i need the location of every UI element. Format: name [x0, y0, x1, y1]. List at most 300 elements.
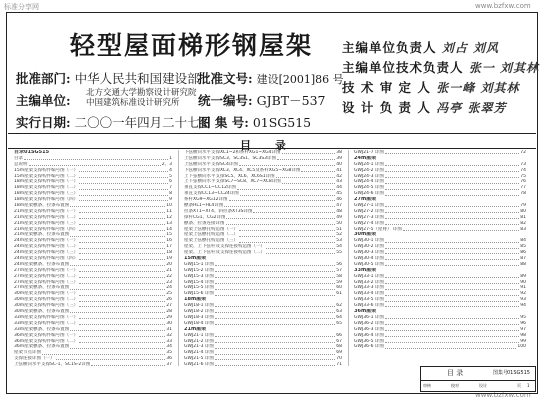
toc-entry-page: 83 [520, 226, 526, 232]
toc-leader [79, 197, 168, 201]
toc-entry-title: 下弦横向水平支撑XC3、XC4、XC5及系杆XG5~XG8详图 [184, 167, 301, 173]
toc-leader [385, 191, 519, 195]
toc-entry-title: 18m屋架支撑构件编号图（二） [14, 185, 79, 191]
toc-entry-title: 下弦横向水平支撑XC1~2和系杆XG1~XG4详图 [184, 150, 281, 155]
toc-entry-title: 支撑连接详图（一） [14, 356, 55, 362]
toc-leader [79, 333, 165, 337]
toc-leader [79, 174, 168, 178]
atlas-number [198, 113, 311, 131]
toc-entry-title: 18m屋架 [184, 297, 207, 303]
toc-entry-title: 18m屋架支撑构件编号图（三） [14, 191, 79, 197]
toc-entry-title: GWJ21-7 详图 [354, 150, 384, 155]
date-value: 二〇〇一年四月二十七日 [74, 115, 213, 130]
toc-entry-title: 36m屋架 [354, 309, 377, 315]
toc-entry-title: GWJ36-5 详图 [354, 338, 384, 344]
toc-entry-title: GWJ30-2 详图 [354, 244, 384, 250]
toc-leader [385, 262, 519, 266]
toc-entry-title: GWJ21-4 详图 [184, 350, 214, 356]
toc-entry-title: GWJ36-6 详图 [354, 344, 384, 350]
toc-entry-page: 93 [520, 297, 526, 303]
page-label: 页 [517, 383, 521, 388]
toc-entry-page: 58 [336, 273, 342, 279]
role-label: 设 计 负 责 人 [342, 100, 431, 115]
watermark-bottom-right: www.bzfxw.com [475, 391, 531, 399]
toc-leader [229, 197, 336, 201]
toc-leader [385, 221, 519, 225]
toc-entry-title: 21m屋架支撑构件编号图（四） [14, 226, 79, 232]
toc-entry-page: 43 [336, 179, 342, 185]
toc-entry-title: 垂直支撑CC13~CC24详图 [184, 191, 239, 197]
toc-entry-page: 7 [169, 185, 172, 191]
toc-entry-page: 47 [336, 203, 342, 209]
toc-entry-title: GWJ33-1 详图 [354, 273, 384, 279]
toc-entry-title: GWJ30-4 详图 [354, 256, 384, 262]
toc-entry-page: 98 [520, 332, 526, 338]
toc-leader [215, 303, 335, 307]
toc-leader [79, 280, 165, 284]
toc-leader [79, 256, 165, 260]
toc-entry-title: 24m屋架支撑构件编号图（四） [14, 256, 79, 262]
toc-entry-page: 19 [166, 256, 172, 262]
toc-entry-page: 75 [520, 173, 526, 179]
role-chief-tech [342, 58, 539, 76]
toc-leader [79, 250, 165, 254]
toc-leader [79, 339, 165, 343]
toc-entry-page: 50 [336, 220, 342, 226]
toc-leader [215, 356, 335, 360]
toc-leader [42, 350, 165, 354]
watermark-left: 标准分享网 [4, 3, 39, 11]
editor-unit-1: 北方交通大学勘察设计研究院 [86, 88, 197, 98]
toc-entry [14, 362, 172, 368]
toc-entry-title: GWJ33-6 详图 [354, 303, 384, 309]
unified-value: GJBT－537 [256, 93, 326, 108]
toc-entry-page: 27 [166, 303, 172, 309]
toc-entry-page: 81 [520, 214, 526, 220]
toc-leader [215, 285, 335, 289]
toc-entry-title: 上下弦横向水平支撑SC7~SC8、XC7~XC8详图 [184, 179, 281, 185]
toc-leader [215, 309, 335, 313]
toc-entry-title: GWJ27-4 详图 [354, 220, 384, 226]
toc-leader [226, 215, 335, 219]
page-title: 轻型屋面梯形钢屋架 [70, 31, 314, 60]
toc-entry-page: 34 [166, 344, 172, 350]
toc-leader [282, 150, 336, 154]
toc-entry-page: 59 [336, 279, 342, 285]
editor-unit-2: 中国建筑标准设计研究所 [86, 98, 180, 108]
toc-entry-title: 36m屋架支撑构件编号图（一） [14, 332, 79, 338]
toc-entry-title: 30m屋架檩条、拉条布置图 [14, 309, 70, 315]
editor [16, 91, 71, 109]
toc-leader [385, 291, 519, 295]
toc-entry-title: 上弦横向水平支撑SC-1、SC1S-2详图 [14, 362, 91, 368]
toc-entry-page: 80 [520, 208, 526, 214]
toc-entry-title: 24m屋架支撑构件编号图（二） [14, 244, 79, 250]
toc-entry-title: 屋架上弦檩托构造图（一） [184, 226, 238, 232]
toc-leader [70, 262, 165, 266]
toc-leader [385, 315, 519, 319]
toc-entry-page: 12 [166, 214, 172, 220]
toc-leader [24, 156, 168, 160]
toc-entry-title: 撑杆CG1、CG2详图 [184, 214, 226, 220]
toc-leader [215, 280, 335, 284]
toc-leader [79, 315, 165, 319]
toc-entry-page: 70 [336, 356, 342, 362]
toc-leader [282, 179, 335, 183]
toc-entry-page: 29 [166, 314, 172, 320]
toc-entry-title: GWJ30-5 详图 [354, 261, 384, 267]
toc-leader [301, 168, 335, 172]
toc-entry-title: GWJ36-1 详图 [354, 314, 384, 320]
toc-entry-title: 檩条HL1~HL4详图 [184, 203, 224, 209]
toc-entry-title: 总说明 [14, 161, 28, 167]
toc-leader [385, 203, 519, 207]
approve-dept-label: 批准部门: [16, 71, 71, 86]
toc-entry-page: 69 [336, 350, 342, 356]
toc-leader [70, 344, 165, 348]
effective-date [16, 113, 212, 131]
toc-leader [79, 191, 168, 195]
toc-entry-page: 89 [520, 273, 526, 279]
toc-leader [56, 356, 166, 360]
toc-leader [385, 174, 519, 178]
toc-entry-page: 18 [166, 250, 172, 256]
approve-doc-label: 批准文号: [198, 71, 253, 86]
toc-entry-title: GWJ21-2 详图 [184, 338, 214, 344]
toc-column-2 [184, 150, 342, 366]
toc-leader [70, 285, 165, 289]
toc-entry-title: 屋架、上下弦杆及支撑连接构造图（一） [184, 244, 265, 250]
toc-leader [79, 227, 165, 231]
toc-entry-title: GWJ27-5（屋脊） 详图 [354, 226, 402, 232]
approve-doc-value: 建设[2001]86 号 [256, 73, 344, 86]
toc-entry-title: 18m屋架檩条、拉条布置图 [14, 203, 70, 209]
toc-leader [385, 256, 519, 260]
role-design-lead [342, 98, 506, 116]
toc-entry-page: 4 [169, 167, 172, 173]
toc-entry-title: 33m屋架檩条、拉条布置图 [14, 326, 70, 332]
toc-leader [215, 268, 335, 272]
toc-leader [385, 327, 519, 331]
toc-entry-page: 72 [520, 150, 526, 155]
toc-entry-title: 垂直支撑CC1~CC12详图 [184, 185, 236, 191]
toc-entry-title: 27m屋架檩条、拉条布置图 [14, 285, 70, 291]
toc-entry-title: GWJ24-6 详图 [354, 191, 384, 197]
toc-leader [266, 250, 335, 254]
toc-column-1 [14, 150, 172, 366]
toc-entry-title: GWJ36-2 详图 [354, 320, 384, 326]
toc-entry-page: 16 [166, 238, 172, 244]
toc-entry-title: 24m屋架支撑构件编号图（三） [14, 250, 79, 256]
toc-entry-title: 30m屋架 [354, 232, 377, 238]
toc-entry-title: 30m屋架支撑构件编号图（二） [14, 297, 79, 303]
toc-entry-title: 21m屋架檩条、拉条布置图 [14, 232, 70, 238]
toc-leader [266, 244, 335, 248]
role-label: 主编单位负责人 [342, 40, 437, 55]
toc-entry-page: 31 [166, 326, 172, 332]
toc-entry-title: GWJ24-1 详图 [354, 161, 384, 167]
toc-entry-page: 21 [166, 267, 172, 273]
toc-entry-title: GWJ15-4 详图 [184, 279, 214, 285]
toc-entry-page: 97 [520, 326, 526, 332]
toc-entry-title: GWJ30-1 详图 [354, 238, 384, 244]
toc-entry-title: 21m屋架支撑构件编号图（二） [14, 214, 79, 220]
toc-entry-page: 86 [520, 250, 526, 256]
editor-label: 主编单位: [16, 93, 71, 108]
toc-leader [215, 339, 335, 343]
toc-entry-title: 33m屋架支撑构件编号图（二） [14, 320, 79, 326]
role-tech-review [342, 78, 519, 96]
toc-entry-title: 36m屋架支撑构件编号图（二） [14, 338, 79, 344]
toc-entry-title: GWJ15-2 详图 [184, 267, 214, 273]
toc-entry-page: 14 [166, 226, 172, 232]
toc-leader [79, 321, 165, 325]
review-label: 审核 [423, 383, 431, 388]
toc-entry-title: 24m屋架支撑构件编号图（一） [14, 238, 79, 244]
toc-entry-title: GWJ15-3 详图 [184, 273, 214, 279]
toc-entry-title: 33m屋架 [354, 267, 377, 273]
title-block-bottom [421, 380, 535, 392]
atlas-label: 图 集 号: [198, 115, 249, 130]
toc-leader [70, 203, 165, 207]
toc-entry-title: 18m屋架支撑构件编号图（四） [14, 197, 79, 203]
toc-entry-title: 30m屋架支撑构件编号图（一） [14, 291, 79, 297]
toc-entry-page: 56 [336, 261, 342, 267]
toc-leader [215, 362, 335, 366]
toc-column-3 [354, 150, 526, 366]
toc-entry-title: 拉条XT1~XT4、斜拉条XT3S详图 [184, 208, 253, 214]
toc-entry-page: 2、3 [161, 161, 172, 167]
toc-entry-page: 51 [336, 226, 342, 232]
toc-entry-page: 44 [336, 185, 342, 191]
toc-entry-page: 74 [520, 167, 526, 173]
toc-entry-title: GWJ27-3 详图 [354, 214, 384, 220]
toc-entry-page: 99 [520, 338, 526, 344]
toc-entry-page: 90 [520, 279, 526, 285]
toc-entry-title: 15m屋架支撑构件编号图（一） [14, 167, 79, 173]
toc-entry-page: 67 [336, 338, 342, 344]
toc-entry-title: GWJ18-3 详图 [184, 314, 214, 320]
toc-entry-title: 屋架上弦檩托构造图（二） [184, 232, 238, 238]
toc-leader [79, 297, 165, 301]
title-block [420, 366, 536, 392]
toc-entry-page: 35 [166, 350, 172, 356]
approve-dept-value: 中华人民共和国建设部 [74, 71, 200, 86]
toc-entry-title: GWJ15-6 详图 [184, 291, 214, 297]
title-block-top [421, 367, 535, 381]
toc-leader [385, 274, 519, 278]
toc-entry-title: 24m屋架檩条、拉条布置图 [14, 261, 70, 267]
toc-entry-title: 27m屋架支撑构件编号图（三） [14, 279, 79, 285]
signature: 张一 刘其林 [468, 61, 540, 75]
toc-entry-page: 20 [166, 261, 172, 267]
editor-units [86, 88, 197, 108]
title-block-atlas-label: 图集号 [493, 370, 509, 376]
toc-entry-title: 27m屋架支撑构件编号图（一） [14, 267, 79, 273]
signature: 冯亭 张翠芳 [436, 101, 507, 115]
approve-dept [16, 69, 200, 87]
header-divider [8, 133, 536, 134]
toc-entry-page: 52 [336, 232, 342, 238]
toc-entry-title: 檩条、拉条连接详图 [184, 220, 225, 226]
toc-entry-title: GWJ18-1 详图 [184, 303, 214, 309]
toc-leader [70, 309, 165, 313]
toc-entry-page: 25 [166, 291, 172, 297]
toc-entry [354, 344, 526, 350]
toc-entry-page: 9 [169, 197, 172, 203]
title-block-atlas: 01SG515 [507, 370, 530, 376]
toc-entry-page: 45 [336, 191, 342, 197]
toc-leader [215, 262, 335, 266]
toc-leader [240, 191, 335, 195]
toc-entry-title: 21m屋架 [184, 326, 207, 332]
toc-entry-page: 53 [336, 238, 342, 244]
title-block-name: 目 录 [447, 369, 464, 377]
toc-leader [385, 280, 519, 284]
toc-leader [237, 185, 335, 189]
toc-entry-page: 66 [336, 332, 342, 338]
toc-leader [385, 209, 519, 213]
toc-leader [79, 209, 165, 213]
toc-leader [385, 244, 519, 248]
toc-entry-page: 85 [520, 244, 526, 250]
toc-leader [385, 162, 519, 166]
toc-entry-page: 6 [169, 179, 172, 185]
toc-entry-page: 15 [166, 232, 172, 238]
toc-leader [70, 327, 165, 331]
toc-leader [215, 291, 335, 295]
toc-entry-page: 55 [336, 250, 342, 256]
toc-entry-page: 76 [520, 179, 526, 185]
toc-leader [70, 232, 165, 236]
toc-entry-page: 79 [520, 203, 526, 209]
toc-leader [79, 291, 165, 295]
toc-leader [215, 344, 335, 348]
toc-entry-page: 88 [520, 261, 526, 267]
watermark-right: www.bzfxw.com [475, 2, 531, 10]
toc-entry-title: GWJ24-2 详图 [354, 167, 384, 173]
toc-entry-page: 33 [166, 338, 172, 344]
toc-entry [184, 362, 342, 368]
toc-entry-page: 92 [520, 291, 526, 297]
toc-leader [79, 244, 165, 248]
toc-leader [215, 321, 335, 325]
toc-entry-title: 屋架上弦檩托构造图（三） [184, 238, 238, 244]
toc-entry-title: 21m屋架支撑构件编号图（一） [14, 208, 79, 214]
toc-entry-page: 100 [517, 344, 526, 350]
toc-leader [79, 185, 168, 189]
toc-entry-page: 28 [166, 309, 172, 315]
toc-entry-page: 30 [166, 320, 172, 326]
toc-leader [239, 227, 335, 231]
column-divider [348, 150, 349, 366]
toc-entry-page: 77 [520, 185, 526, 191]
toc-entry-title: 屋架节点详图 [14, 350, 41, 356]
toc-leader [91, 362, 165, 366]
column-divider [178, 150, 179, 366]
toc-entry-title: GWJ33-4 详图 [354, 291, 384, 297]
toc-entry-title: 24m屋架 [354, 155, 377, 161]
toc-leader [385, 150, 519, 154]
toc-entry-page: 24 [166, 285, 172, 291]
toc-entry-page: 87 [520, 256, 526, 262]
design-label: 设计 [479, 383, 487, 388]
toc-leader [385, 215, 519, 219]
atlas-value: 01SG515 [252, 115, 312, 130]
toc-entry-page: 78 [520, 191, 526, 197]
toc-entry-title: GWJ33-2 详图 [354, 279, 384, 285]
toc-entry-page: 91 [520, 285, 526, 291]
toc-leader [79, 168, 168, 172]
unified-number [198, 91, 326, 109]
toc-leader [385, 344, 516, 348]
toc-entry-title: 目录 [14, 155, 23, 161]
toc-entry-title: 15m屋架支撑构件编号图（二） [14, 173, 79, 179]
toc-entry-page: 10 [166, 203, 172, 209]
unified-label: 统一编号: [198, 93, 253, 108]
toc-entry-page: 41 [336, 167, 342, 173]
toc-entry-title: GWJ27-2 详图 [354, 208, 384, 214]
toc-entry-page: 8 [169, 191, 172, 197]
role-chief-unit [342, 38, 499, 56]
toc-leader [79, 221, 165, 225]
toc-entry-page: 57 [336, 267, 342, 273]
toc-entry-title: 屋架、上下弦杆及支撑连接构造图（二） [184, 250, 265, 256]
toc-entry-page: 84 [520, 238, 526, 244]
toc-entry-title: 上下弦横向水平支撑SC5、XC6、XC6S1详图 [184, 173, 275, 179]
toc-leader [385, 297, 519, 301]
signature: 刘占 刘风 [441, 41, 500, 55]
toc-entry-title: 27m屋架 [354, 197, 377, 203]
toc-entry-title: 21m屋架支撑构件编号图（三） [14, 220, 79, 226]
toc-entry-page: 37 [166, 362, 172, 368]
toc-entry-page: 64 [336, 314, 342, 320]
toc-leader [385, 285, 519, 289]
toc-leader [385, 250, 519, 254]
toc-entry-page: 26 [166, 297, 172, 303]
toc-entry-page: 96 [520, 320, 526, 326]
toc-entry-page: 48 [336, 208, 342, 214]
toc-entry-title: 目录01SG515 [14, 150, 50, 155]
toc-leader [385, 303, 519, 307]
page-number: 1 [527, 383, 530, 388]
toc-entry-page: 71 [336, 362, 342, 368]
toc-entry-title: GWJ24-4 详图 [354, 179, 384, 185]
toc-entry-title: GWJ21-1 详图 [184, 332, 214, 338]
toc-entry-page: 23 [166, 279, 172, 285]
toc-entry-page: 36 [166, 356, 172, 362]
toc-leader [224, 203, 335, 207]
toc-entry-page: 5 [169, 173, 172, 179]
toc-entry-page: 63 [336, 309, 342, 315]
toc-entry-page: 17 [166, 244, 172, 250]
toc-entry-title: 33m屋架支撑构件编号图（一） [14, 314, 79, 320]
toc-leader [79, 238, 165, 242]
toc-leader [215, 315, 335, 319]
toc-entry-title: GWJ24-3 详图 [354, 173, 384, 179]
toc-entry-title: GWJ18-4 详图 [184, 320, 214, 326]
toc-leader [79, 268, 165, 272]
toc-entry-title: 系杆XG9~XG12详图 [184, 197, 228, 203]
toc-leader [79, 179, 168, 183]
toc-leader [239, 232, 335, 236]
toc-entry-title: 15m屋架 [184, 256, 207, 262]
date-label: 实行日期: [16, 115, 71, 130]
signature: 张一峰 刘其林 [436, 81, 520, 95]
toc-title: 目 录 [240, 139, 296, 152]
toc-leader [385, 321, 519, 325]
toc-entry-title: GWJ30-3 详图 [354, 250, 384, 256]
